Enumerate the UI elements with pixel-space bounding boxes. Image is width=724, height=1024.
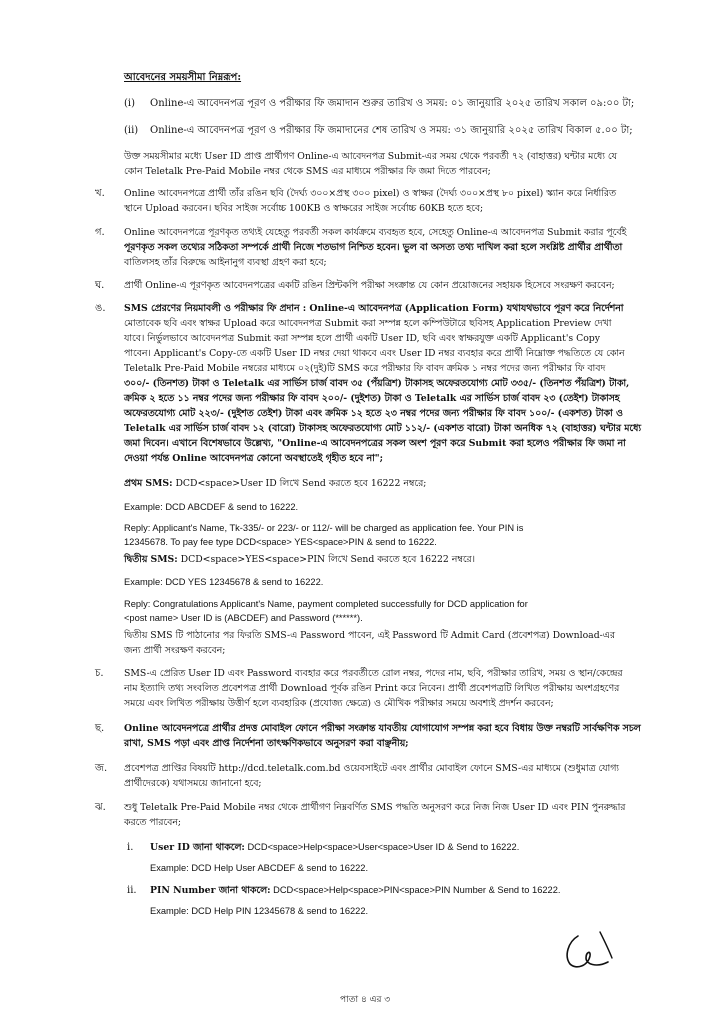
item-uma-line: যাবে। নির্ভুলভাবে আবেদনপত্র Submit করা সম্পন্ন হলে প্রার্থী একটি User ID, ছবি এবং স্বাক্ষরযুক্ত একটি Applicant's Copy	[124, 333, 601, 344]
item-uma-line: Teletalk Pre-Paid Mobile নম্বরের মাধ্যমে ০২(দুই)টি SMS করে পরীক্ষার ফি বাবদ ক্রমিক ১ নম্বর পদের জন্য পরীক্ষার ফি বাবদ	[124, 363, 606, 374]
item-chha-line: Online আবেদনপত্রে প্রার্থীর প্রদত্ত মোবাইল ফোনে পরীক্ষা সংক্রান্ত যাবতীয় যোগাযোগ সম্পন্ন করা হবে বিধায় উক্ত নম্বরটি সার্বক্ষণিক সচল	[124, 723, 641, 734]
item-jha-line: শুধু Teletalk Pre-Paid Mobile নম্বর থেকে প্রার্থীগণ নিম্নবর্ণিত SMS পদ্ধতি অনুসরণ করে নিজ নিজ User ID এবং PIN পুনরুদ্ধার	[124, 802, 626, 813]
recover-pin-text: DCD<space>Help<space>PIN<space>PIN Number & Send to 16222.	[270, 885, 561, 895]
item-gha-label: ঘ.	[95, 280, 105, 291]
recover-i-label: i.	[127, 842, 134, 853]
deadline-heading: আবেদনের সময়সীমা নিম্নরূপ:	[124, 72, 242, 83]
item-uma-line: দেওয়া পর্যন্ত Online আবেদনপত্র কোনো অবস্থাতেই গৃহীত হবে না";	[124, 453, 384, 464]
item-chha-line: রাখা, SMS পড়া এবং প্রাপ্ত নির্দেশনা তাৎক্ষণিকভাবে অনুসরণ করা বাঞ্ছনীয়;	[124, 738, 409, 749]
deadline-ii-label: (ii)	[124, 125, 139, 136]
reply1-line: Reply: Applicant's Name, Tk-335/- or 223/- or 112/- will be charged as application fee. Your PIN is	[124, 523, 524, 533]
item-cha-line: নাম ইত্যাদি তথ্য সংবলিত প্রবেশপত্র প্রার্থী Download পূর্বক রঙিন Print করে নিবেন। প্রার্থী প্রবেশপত্রটি লিখিত পরীক্ষায় অংশগ্রহণের	[124, 683, 620, 694]
item-uma-line: অফেরতযোগ্য মোট ২২৩/- (দুইশত তেইশ) টাকা এবং ক্রমিক ১২ হতে ২৩ নম্বর পদের জন্য পরীক্ষার ফি বাবদ ১০০/- (একশত) টাকা ও	[124, 408, 623, 419]
item-uma-line: পাবেন। Applicant's Copy-তে একটি User ID নম্বর দেয়া থাকবে এবং User ID নম্বর ব্যবহার করে প্রার্থী নিম্নোক্ত পদ্ধতিতে যে কোন	[124, 348, 625, 359]
item-cha-line: SMS-এ প্রেরিত User ID এবং Password ব্যবহার করে পরবর্তীতে রোল নম্বর, পদের নাম, ছবি, পরীক্ষার তারিখ, সময় ও স্থান/কেন্দ্রের	[124, 668, 623, 679]
item-ga-label: গ.	[95, 227, 105, 238]
handwritten-signature	[560, 928, 620, 974]
deadline-ii-text: Online-এ আবেদনপত্র পূরণ ও পরীক্ষার ফি জমাদানের শেষ তারিখ ও সময়: ৩১ জানুয়ারি ২০২৫ তারিখ বিকাল ৫.০০ টা;	[150, 125, 633, 136]
item-uma-line: SMS প্রেরণের নিয়মাবলী ও পরীক্ষার ফি প্রদান : Online-এ আবেদনপত্র (Application Form) যথাযথভাবে পূরণ করে নির্দেশনা	[124, 303, 624, 314]
second-sms-label: দ্বিতীয় SMS:	[124, 554, 178, 565]
item-jha-label: ঝ.	[95, 802, 106, 813]
item-uma-line: ৩০০/- (তিনশত) টাকা ও Teletalk এর সার্ভিস চার্জ বাবদ ৩৫ (পঁয়ত্রিশ) টাকাসহ অফেরতযোগ্য মোট ৩৩৫/- (তিনশত পঁয়ত্রিশ) টাকা,	[124, 378, 630, 389]
item-kha-label: খ.	[95, 188, 105, 199]
item-uma-line: মোতাবেক ছবি এবং স্বাক্ষর Upload করে আবেদনপত্র Submit করা সম্পন্ন হলে কম্পিউটারে ছবিসহ Application Preview দেখা	[124, 318, 612, 329]
item-ga-line: পূরণকৃত সকল তথ্যের সঠিকতা সম্পর্কে প্রার্থী নিজে শতভাগ নিশ্চিত হবেন। ভুল বা অসত্য তথ্য দাখিল করা হলে সংশ্লিষ্ট প্রার্থীর প্রার্থীতা	[124, 242, 623, 253]
recover-pin-heading: PIN Number জানা থাকলে:	[150, 885, 271, 896]
first-sms-line	[124, 477, 426, 490]
recover-ii-label: ii.	[127, 885, 137, 896]
recover-user-id-example: Example: DCD Help User ABCDEF & send to 16222.	[150, 863, 369, 873]
recover-pin-example: Example: DCD Help PIN 12345678 & send to 16222.	[150, 906, 369, 916]
item-chha-label: ছ.	[95, 723, 105, 734]
first-sms-example: Example: DCD ABCDEF & send to 16222.	[124, 502, 299, 512]
deadline-note-line: কোন Teletalk Pre-Paid Mobile নম্বর থেকে SMS এর মাধ্যমে পরীক্ষার ফি জমা দিতে পারবেন;	[124, 166, 491, 177]
item-gha-line: প্রার্থী Online-এ পূরণকৃত আবেদনপত্রের একটি রঙিন প্রিন্টকপি পরীক্ষা সংক্রান্ত যে কোন প্রয়োজনের সহায়ক হিসেবে সংরক্ষণ করবেন;	[124, 280, 615, 291]
item-jha-line: করতে পারবেন;	[124, 817, 181, 828]
recover-user-id-line	[150, 841, 519, 854]
deadline-i-text: Online-এ আবেদনপত্র পূরণ ও পরীক্ষার ফি জমাদান শুরুর তারিখ ও সময়: ০১ জানুয়ারি ২০২৫ তারিখ সকাল ০৯:০০ টা;	[150, 98, 635, 109]
item-uma-line: ক্রমিক ২ হতে ১১ নম্বর পদের জন্য পরীক্ষার ফি বাবদ ২০০/- (দুইশত) টাকা ও Teletalk এর সার্ভিস চার্জ বাবদ ২৩ (তেইশ) টাকাসহ	[124, 393, 620, 404]
item-kha-line: স্থানে Upload করবেন। ছবির সাইজ সর্বোচ্চ 100KB ও স্বাক্ষরের সাইজ সর্বোচ্চ 60KB হতে হবে;	[124, 203, 484, 214]
item-cha-line: সময়ে এবং লিখিত পরীক্ষায় উত্তীর্ণ হলে ব্যবহারিক (প্রযোজ্য ক্ষেত্রে) ও মৌখিক পরীক্ষার সময়ে অবশ্যই প্রদর্শন করবেন;	[124, 698, 554, 709]
second-sms-text: DCD<space>YES<space>PIN লিখে Send করতে হবে 16222 নম্বরে।	[177, 554, 475, 565]
recover-pin-line	[150, 884, 560, 897]
second-sms-line	[124, 553, 475, 566]
first-sms-label: প্রথম SMS:	[124, 478, 173, 489]
password-note-line: জন্য প্রার্থী সংরক্ষণ করবেন;	[124, 645, 226, 656]
recover-user-id-heading: User ID জানা থাকলে:	[150, 842, 245, 853]
second-sms-example: Example: DCD YES 12345678 & send to 16222.	[124, 577, 324, 587]
item-uma-line: Teletalk এর সার্ভিস চার্জ বাবদ ১২ (বারো) টাকাসহ অফেরতযোগ্য মোট ১১২/- (একশত বারো) টাকা অনধিক ৭২ (বাহাত্তর) ঘন্টার মধ্যে	[124, 423, 642, 434]
deadline-note-line: উক্ত সময়সীমার মধ্যে User ID প্রাপ্ত প্রার্থীগণ Online-এ আবেদনপত্র Submit-এর সময় থেকে পরবর্তী ৭২ (বাহাত্তর) ঘন্টার মধ্যে যে	[124, 151, 618, 162]
deadline-i-label: (i)	[124, 98, 136, 109]
item-cha-label: চ.	[95, 668, 104, 679]
reply2-line: Reply: Congratulations Applicant's Name, payment completed successfully for DCD application for	[124, 599, 528, 609]
first-sms-text: DCD<space>User ID লিখে Send করতে হবে 16222 নম্বরে;	[172, 478, 427, 489]
password-note-line: দ্বিতীয় SMS টি পাঠানোর পর ফিরতি SMS-এ Password পাবেন, এই Password টি Admit Card (প্রবেশপত্র) Download-এর	[124, 630, 615, 641]
item-ga-line: বাতিলসহ তাঁর বিরুদ্ধে আইনানুগ ব্যবস্থা গ্রহণ করা হবে;	[124, 257, 327, 268]
recover-user-id-text: DCD<space>Help<space>User<space>User ID & Send to 16222.	[244, 842, 520, 852]
reply2-line: <post name> User ID is (ABCDEF) and Password (******).	[124, 613, 363, 623]
page-number: পাতা ৪ এর ৩	[340, 995, 391, 1005]
reply1-line: 12345678. To pay fee type DCD<space> YES<space>PIN & send to 16222.	[124, 537, 437, 547]
item-uma-label: ঙ.	[95, 303, 106, 314]
item-ja-line: প্রবেশপত্র প্রাপ্তির বিষয়টি http://dcd.teletalk.com.bd ওয়েবসাইটে এবং প্রার্থীর মোবাইল ফোনে SMS-এর মাধ্যমে (শুধুমাত্র যোগ্য	[124, 763, 619, 774]
item-ga-line: Online আবেদনপত্রে পূরণকৃত তথ্যই যেহেতু পরবর্তী সকল কার্যক্রমে ব্যবহৃত হবে, সেহেতু Online-এ আবেদনপত্র Submit করার পূর্বেই	[124, 227, 627, 238]
item-ja-line: প্রার্থীদেরকে) যথাসময়ে জানানো হবে;	[124, 778, 262, 789]
item-kha-line: Online আবেদনপত্রে প্রার্থী তাঁর রঙিন ছবি (দৈর্ঘ্য ৩০০×প্রস্থ ৩০০ pixel) ও স্বাক্ষর (দৈর্ঘ্য ৩০০×প্রস্থ ৮০ pixel) স্ক্যান করে নির্ধারিত	[124, 188, 616, 199]
item-uma-line: জমা দিবেন। এখানে বিশেষভাবে উল্লেখ্য, "Online-এ আবেদনপত্রের সকল অংশ পূরণ করে Submit করা হলেও পরীক্ষার ফি জমা না	[124, 438, 626, 449]
item-ja-label: জ.	[95, 763, 108, 774]
